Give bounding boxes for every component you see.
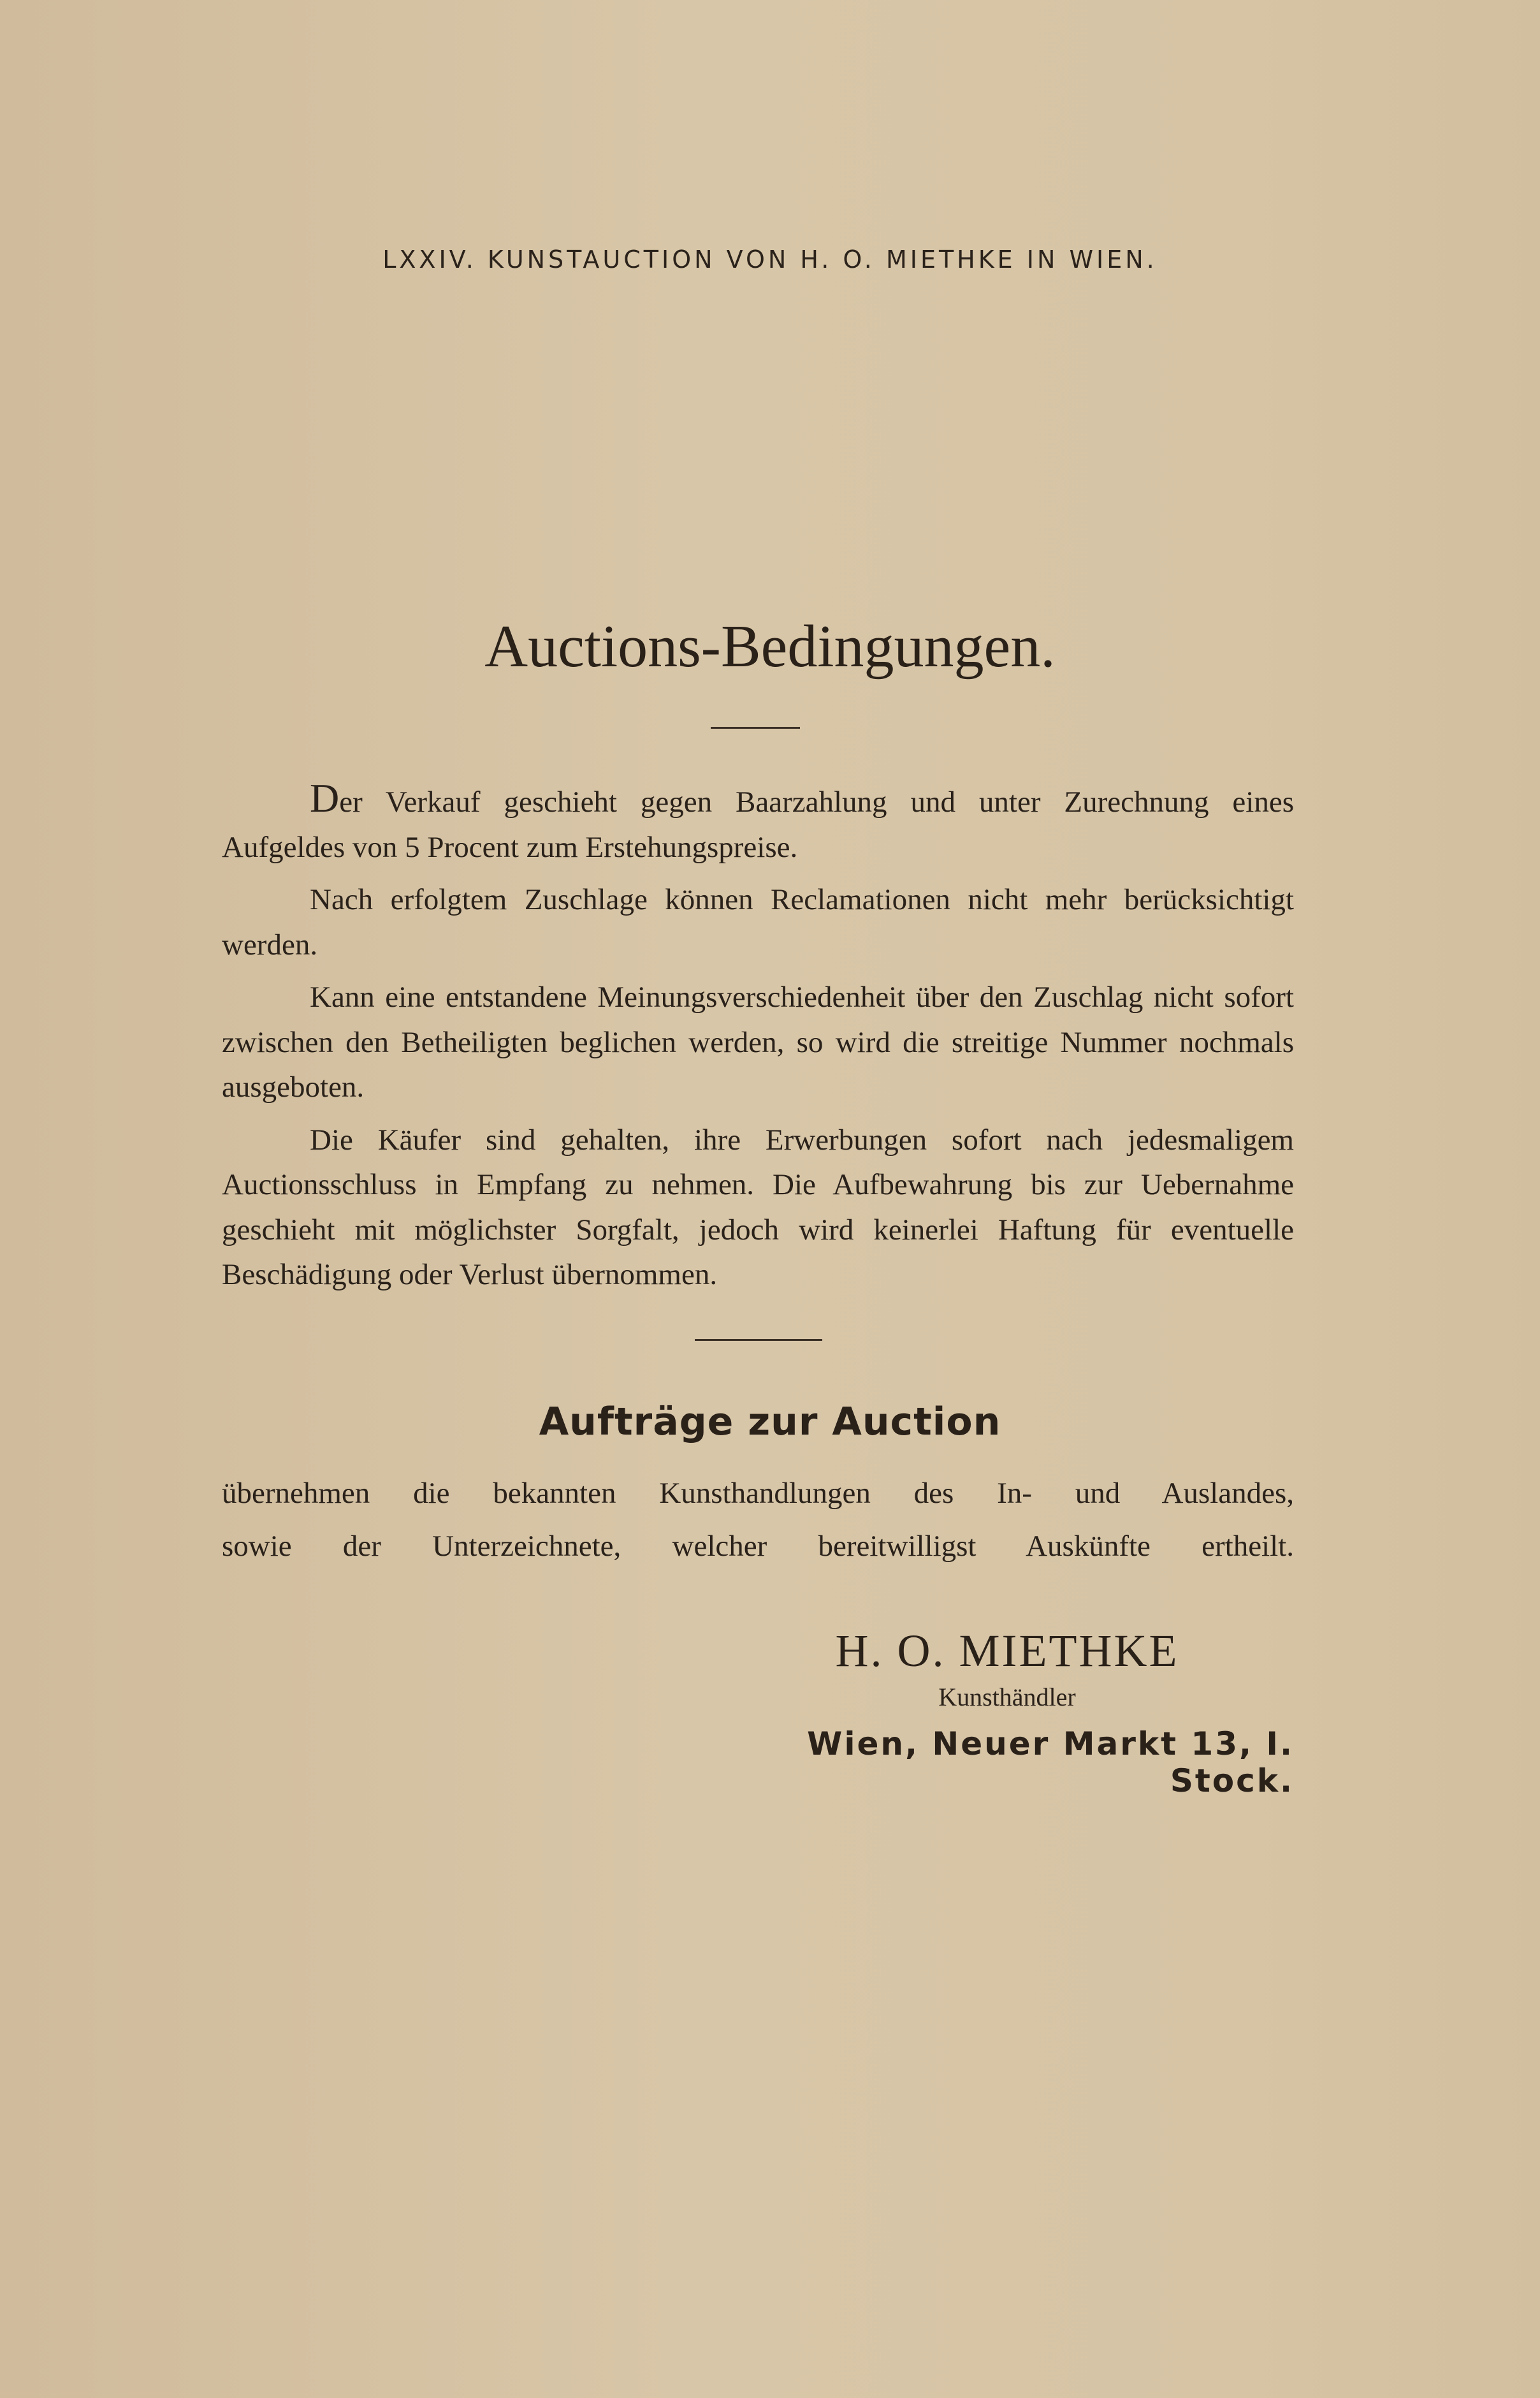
orders-line-2: sowie der Unterzeichnete, welcher bereitwilligst Auskünfte ertheilt.	[222, 1529, 1294, 1563]
section-divider	[695, 1339, 822, 1341]
signer-title: Kunsthändler	[938, 1683, 1076, 1711]
page-title: Auctions-Bedingungen.	[484, 613, 1056, 680]
paragraph-payment	[222, 776, 1294, 870]
orders-heading: Aufträge zur Auction	[539, 1400, 1001, 1444]
conditions-text	[222, 776, 1294, 1305]
paragraph-disputes: Kann eine entstandene Meinungsverschiedenheit über den Zuschlag nicht sofort zwischen den Betheiligten beglichen werden, so wird die streitige Nummer nochmals ausgeboten.	[222, 981, 1294, 1104]
title-divider	[711, 727, 800, 729]
orders-text	[222, 1471, 1294, 1576]
signer-address: Wien, Neuer Markt 13, I. Stock.	[807, 1725, 1294, 1799]
drop-cap: D	[310, 775, 340, 821]
paragraph-reclamations: Nach erfolgtem Zuschlage können Reclamationen nicht mehr berücksichtigt werden.	[222, 883, 1294, 961]
signer-name: H. O. MIETHKE	[835, 1625, 1179, 1676]
paragraph-collection: Die Käufer sind gehalten, ihre Erwerbungen sofort nach jedesmaligem Auctionsschluss in Empfang zu nehmen. Die Aufbewahrung bis zur Uebernahme geschieht mit möglichster Sorgfalt, jedoch wird keinerlei Haftung für eventuelle Beschädigung oder Verlust übernommen.	[222, 1123, 1294, 1291]
running-head: LXXIV. KUNSTAUCTION VON H. O. MIETHKE IN WIEN.	[382, 245, 1158, 274]
paragraph-payment-text: er Verkauf geschieht gegen Baarzahlung und unter Zurechnung eines Aufgeldes von 5 Procent zum Erstehungspreise.	[222, 786, 1294, 864]
orders-line-1: übernehmen die bekannten Kunsthandlungen des In- und Auslandes,	[222, 1477, 1294, 1510]
